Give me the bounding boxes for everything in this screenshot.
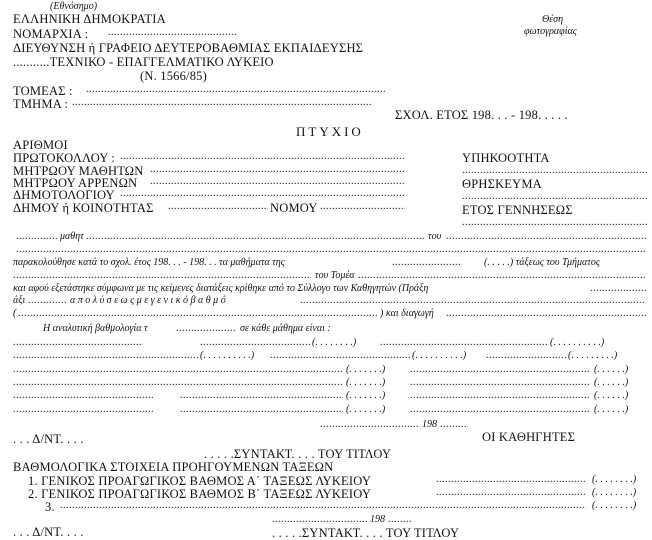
conduct-text: ) και διαγωγή (380, 308, 434, 319)
of-label: του (428, 231, 442, 242)
conduct-field[interactable] (446, 309, 646, 319)
subject-field[interactable] (13, 405, 153, 415)
previous-grade-row3-paren[interactable]: (. . . . . . . .) (592, 500, 637, 511)
previous-grade-row1-label: 1. ΓΕΝΙΚΟΣ ΠΡΟΑΓΩΓΙΚΟΣ ΒΑΘΜΟΣ Α΄ ΤΑΞΕΩΣ ΛΥΚΕΙΟΥ (28, 474, 372, 488)
subject-field[interactable] (410, 405, 590, 415)
worthy-suffix-field[interactable] (28, 296, 66, 306)
sector-name-field[interactable] (358, 271, 646, 281)
date-year-label: 198 (422, 419, 437, 430)
student-register-label: ΜΗΤΡΩΟΥ ΜΑΘΗΤΩΝ (13, 164, 144, 178)
sector-field[interactable] (86, 85, 386, 95)
school-type-label: ...........ΤΕΧΝΙΚΟ - ΕΠΑΓΓΕΛΜΑΤΙΚΟ ΛΥΚΕΙΟ (13, 55, 274, 69)
previous-grades-heading: ΒΑΘΜΟΛΟΓΙΚΑ ΣΤΟΙΧΕΙΑ ΠΡΟΗΓΟΥΜΕΝΩΝ ΤΑΞΕΩΝ (13, 460, 334, 474)
male-register-label: ΜΗΤΡΩΟΥ ΑΡΡΕΝΩΝ (13, 176, 138, 190)
subject-field[interactable] (270, 351, 410, 361)
religion-label: ΘΡΗΣΚΕΥΜΑ (462, 177, 542, 191)
document-title: ΠΤΥΧΙΟ (296, 124, 364, 139)
subject-field[interactable] (13, 338, 143, 348)
subject-field[interactable] (13, 378, 343, 388)
drafter-label-2: . . . . .ΣΥΝΤΑΚΤ. . . . ΤΟΥ ΤΙΤΛΟΥ (272, 526, 460, 540)
grade-field[interactable]: (. . . . . . . . . .) (200, 350, 255, 361)
date-year-field[interactable] (440, 420, 468, 430)
student-register-field[interactable] (150, 165, 405, 175)
protocol-field[interactable] (120, 152, 405, 162)
analytical-text: Η αναλυτική βαθμολογία τ (43, 323, 148, 334)
sector-label: ΤΟΜΕΑΣ : (13, 84, 73, 98)
previous-grade-row2-field[interactable] (436, 488, 586, 498)
birth-year-field[interactable] (462, 218, 647, 228)
previous-grade-row3-field[interactable] (60, 501, 586, 511)
numbers-heading: ΑΡΙΘΜΟΙ (13, 138, 68, 152)
subject-field[interactable] (13, 351, 198, 361)
previous-grade-row1-paren[interactable]: (. . . . . . . .) (592, 474, 637, 485)
prefecture-field[interactable] (108, 28, 238, 38)
law-reference: (Ν. 1566/85) (140, 69, 207, 83)
director-label-2: . . . Δ/ΝΤ. . . . (13, 525, 84, 539)
republic-heading: ΕΛΛΗΝΙΚΗ ΔΗΜΟΚΡΑΤΙΑ (13, 12, 166, 26)
class-of-text: (. . . . .) τάξεως του Τμήματος (484, 257, 600, 268)
grade-field[interactable]: (. . . . . . . . . .) (412, 350, 467, 361)
citizenship-field[interactable] (462, 166, 647, 176)
student-prefix-field[interactable] (16, 232, 58, 242)
grade-field[interactable]: (. . . . . . . .) (312, 337, 357, 348)
graduation-text: α π ο λ ύ σ ε ω ς μ ε γ ε ν ι κ ό β α θ μ ό (70, 295, 226, 306)
student-label: μαθητ (60, 231, 84, 242)
grade-field[interactable]: (. . . . . .) (594, 377, 629, 388)
subject-field[interactable] (13, 365, 343, 375)
religion-field[interactable] (462, 192, 647, 202)
analytical-suffix-field[interactable] (176, 324, 236, 334)
municipal-register-field[interactable] (120, 189, 405, 199)
previous-grade-row2-paren[interactable]: (. . . . . . . .) (592, 487, 637, 498)
grade-field[interactable]: (. . . . . . . . .) (568, 350, 618, 361)
school-year-label: ΣΧΟΛ. ΕΤΟΣ 198. . . - 198. . . . . (395, 108, 568, 122)
subject-field[interactable] (13, 391, 153, 401)
section-name-field[interactable] (13, 271, 311, 281)
previous-grade-row2-label: 2. ΓΕΝΙΚΟΣ ΠΡΟΑΓΩΓΙΚΟΣ ΒΑΘΜΟΣ Β΄ ΤΑΞΕΩΣ ΛΥΚΕΙΟΥ (28, 487, 372, 501)
examined-text: και αφού εξετάστηκε σύμφωνα με τις κείμενες διατάξεις κρίθηκε από το Σύλλογο των Καθηγητών (Πράξη (13, 283, 429, 294)
blank-line[interactable] (16, 245, 646, 255)
class-field[interactable] (392, 258, 462, 268)
conduct-open-paren: ( (13, 308, 17, 319)
sector-of-text: του Τομέα (315, 270, 355, 281)
grade-field[interactable]: (. . . . . . .) (346, 364, 386, 375)
photo-placeholder-line1: Θέση (542, 14, 564, 25)
municipality-field[interactable] (168, 202, 268, 212)
subject-field[interactable] (180, 405, 343, 415)
teachers-label: ΟΙ ΚΑΘΗΓΗΤΕΣ (482, 430, 576, 444)
subject-field[interactable] (410, 391, 590, 401)
grade-field[interactable]: (. . . . . . .) (346, 404, 386, 415)
father-name-field[interactable] (446, 232, 646, 242)
municipality-label: ΔΗΜΟΥ ή ΚΟΙΝΟΤΗΤΑΣ (13, 201, 154, 215)
director-label: . . . Δ/ΝΤ. . . . (13, 432, 84, 446)
emblem-label: (Εθνόσημο) (50, 1, 98, 12)
worthy-text: άξι (13, 295, 26, 306)
grade-field[interactable]: (. . . . . . .) (346, 390, 386, 401)
municipal-register-label: ΔΗΜΟΤΟΛΟΓΙΟΥ (13, 188, 115, 202)
previous-grade-row1-field[interactable] (436, 475, 586, 485)
student-name-field[interactable] (86, 232, 424, 242)
grade-in-words-field[interactable] (18, 309, 378, 319)
subject-field[interactable] (486, 351, 566, 361)
subject-field[interactable] (200, 338, 310, 348)
subject-field[interactable] (410, 365, 590, 375)
photo-placeholder-line2: φωτογραφίας (524, 26, 577, 37)
prefecture-label: ΝΟΜΑΡΧΙΑ : (13, 27, 89, 41)
section-label: ΤΜΗΜΑ : (13, 97, 69, 111)
prefecture-short-label: ΝΟΜΟΥ (270, 201, 318, 215)
protocol-label: ΠΡΩΤΟΚΟΛΛΟΥ : (13, 151, 116, 165)
grade-field[interactable]: (. . . . . .) (594, 364, 629, 375)
date-year-label-2: 198 (370, 514, 385, 525)
subject-field[interactable] (180, 391, 343, 401)
subject-field[interactable] (410, 378, 590, 388)
place-date-field-2[interactable] (272, 515, 368, 525)
prefecture-short-field[interactable] (320, 202, 405, 212)
section-field[interactable] (72, 98, 372, 108)
attended-text: παρακολούθησε κατά το σχολ. έτος 198. . . - 198. . . τα μαθήματα της (13, 257, 285, 268)
grade-field[interactable]: (. . . . . .) (594, 404, 629, 415)
directorate-label: ΔΙΕΥΘΥΝΣΗ ή ΓΡΑΦΕΙΟ ΔΕΥΤΕΡΟΒΑΘΜΙΑΣ ΕΚΠΑΙΔΕΥΣΗΣ (13, 41, 364, 55)
place-date-field[interactable] (320, 420, 420, 430)
subject-field[interactable] (380, 338, 548, 348)
general-grade-field[interactable] (300, 296, 646, 306)
per-subject-text: σε κάθε μάθημα είναι : (240, 323, 331, 334)
grade-field[interactable]: (. . . . . . .) (346, 377, 386, 388)
grade-field[interactable]: (. . . . . . . . . .) (550, 337, 605, 348)
drafter-label: . . . . .ΣΥΝΤΑΚΤ. . . . ΤΟΥ ΤΙΤΛΟΥ (204, 447, 392, 461)
previous-grade-row3-label: 3. (45, 500, 55, 514)
grade-field[interactable]: (. . . . . .) (594, 390, 629, 401)
citizenship-label: ΥΠΗΚΟΟΤΗΤΑ (462, 151, 550, 165)
male-register-field[interactable] (150, 177, 405, 187)
date-year-field-2[interactable] (388, 515, 412, 525)
act-number-field[interactable] (590, 284, 646, 294)
birth-year-label: ΕΤΟΣ ΓΕΝΝΗΣΕΩΣ (462, 203, 573, 217)
